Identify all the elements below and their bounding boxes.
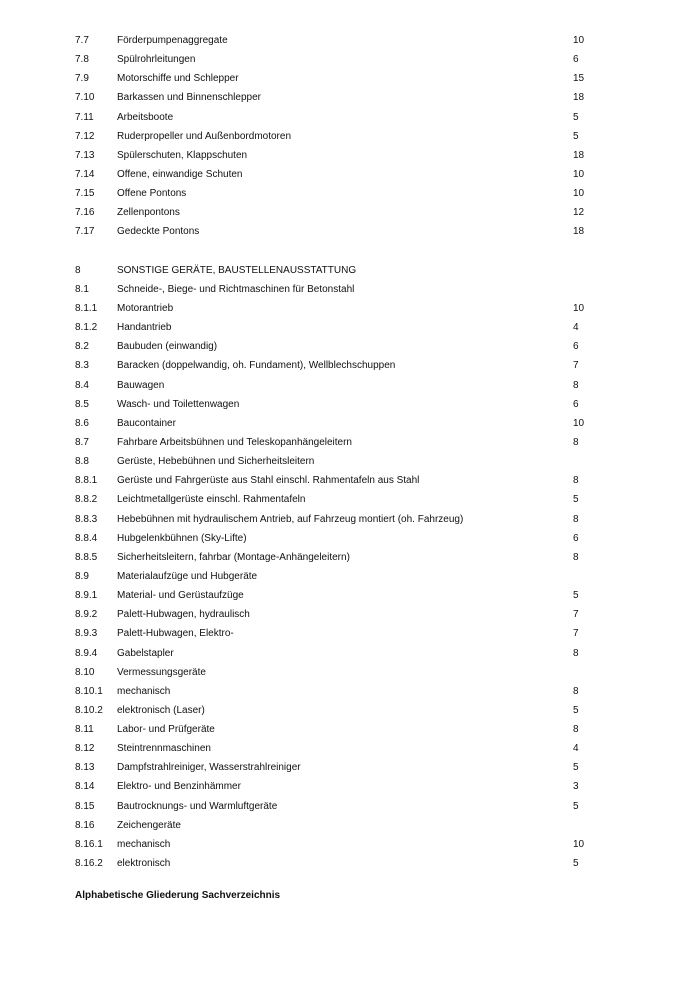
- item-value: 10: [573, 168, 585, 180]
- item-value: 7: [573, 628, 579, 640]
- list-item: [75, 816, 595, 835]
- list-item: [75, 184, 595, 203]
- item-number: 8.8.4: [75, 532, 98, 544]
- item-label: Baubuden (einwandig): [117, 341, 218, 353]
- item-number: 8.13: [75, 762, 95, 774]
- item-value: 5: [573, 590, 579, 602]
- list-item: [75, 356, 595, 375]
- item-value: 6: [573, 341, 579, 353]
- item-label: mechanisch: [117, 838, 171, 850]
- item-value: 7: [573, 360, 579, 372]
- item-value: 4: [573, 743, 579, 755]
- list-item: [75, 854, 595, 873]
- list-item: [75, 433, 595, 452]
- list-item: [75, 127, 595, 146]
- list-item: [75, 567, 595, 586]
- item-value: 15: [573, 73, 585, 85]
- item-label: Motorantrieb: [117, 302, 174, 314]
- item-label: Palett-Hubwagen, Elektro-: [117, 628, 234, 640]
- list-item: [75, 835, 595, 854]
- item-value: 10: [573, 188, 585, 200]
- list-item: [75, 165, 595, 184]
- list-item: [75, 146, 595, 165]
- item-number: 8.4: [75, 379, 89, 391]
- item-number: 7.10: [75, 92, 95, 104]
- item-number: 8.9.1: [75, 590, 98, 602]
- entry-list: [75, 31, 595, 873]
- item-number: 8.16: [75, 819, 95, 831]
- item-value: 5: [573, 111, 579, 123]
- list-item: [75, 777, 595, 796]
- list-item: [75, 108, 595, 127]
- item-value: 5: [573, 800, 579, 812]
- item-number: 8: [75, 264, 81, 276]
- item-label: Gedeckte Pontons: [117, 226, 200, 238]
- list-item: [75, 701, 595, 720]
- item-number: 7.11: [75, 111, 94, 123]
- item-label: Dampfstrahlreiniger, Wasserstrahlreiniger: [117, 762, 301, 774]
- list-item: [75, 797, 595, 816]
- item-value: 12: [573, 207, 585, 219]
- item-number: 8.8.1: [75, 475, 98, 487]
- list-item: [75, 644, 595, 663]
- item-label: Spülerschuten, Klappschuten: [117, 149, 248, 161]
- item-value: 10: [573, 35, 585, 46]
- item-label: Bautrocknungs- und Warmluftgeräte: [117, 800, 278, 812]
- item-number: 8.9.3: [75, 628, 98, 640]
- item-value: 5: [573, 858, 579, 870]
- list-item: [75, 261, 595, 280]
- item-value: 5: [573, 494, 579, 506]
- item-label: Spülrohrleitungen: [117, 54, 196, 66]
- item-label: Baracken (doppelwandig, oh. Fundament), Wellblechschuppen: [117, 360, 396, 372]
- item-value: 5: [573, 704, 579, 716]
- item-label: Ruderpropeller und Außenbordmotoren: [117, 130, 291, 142]
- item-label: Offene, einwandige Schuten: [117, 168, 243, 180]
- list-item: [75, 299, 595, 318]
- item-value: 10: [573, 417, 585, 429]
- list-item: [75, 395, 595, 414]
- list-item: [75, 88, 595, 107]
- item-value: 8: [573, 513, 579, 525]
- list-item: [75, 337, 595, 356]
- item-label: Bauwagen: [117, 379, 165, 391]
- item-number: 7.9: [75, 73, 89, 85]
- item-label: Hebebühnen mit hydraulischem Antrieb, auf Fahrzeug montiert (oh. Fahrzeug): [117, 513, 464, 525]
- item-number: 8.8.5: [75, 551, 98, 563]
- item-number: 8.10.1: [75, 685, 103, 697]
- item-label: elektronisch (Laser): [117, 704, 205, 716]
- list-item: [75, 739, 595, 758]
- item-label: Labor- und Prüfgeräte: [117, 724, 215, 736]
- list-item: [75, 31, 595, 50]
- list-item: [75, 586, 595, 605]
- list-item: [75, 50, 595, 69]
- item-number: 8.3: [75, 360, 89, 372]
- item-value: 8: [573, 724, 579, 736]
- item-label: elektronisch: [117, 858, 171, 870]
- list-item: [75, 605, 595, 624]
- item-number: 8.1: [75, 283, 89, 295]
- item-label: Zellenpontons: [117, 207, 180, 219]
- item-label: Förderpumpenaggregate: [117, 35, 228, 46]
- list-item: [75, 414, 595, 433]
- item-label: Steintrennmaschinen: [117, 743, 211, 755]
- item-label: Palett-Hubwagen, hydraulisch: [117, 609, 250, 621]
- section-heading: Alphabetische Gliederung Sachverzeichnis: [75, 890, 281, 901]
- item-label: Gerüste, Hebebühnen und Sicherheitsleitern: [117, 456, 315, 468]
- item-label: Gerüste und Fahrgerüste aus Stahl einschl. Rahmentafeln aus Stahl: [117, 475, 420, 487]
- item-value: 10: [573, 302, 585, 314]
- item-number: 7.8: [75, 54, 89, 66]
- item-number: 8.9: [75, 570, 89, 582]
- list-item: [75, 376, 595, 395]
- item-value: 6: [573, 532, 579, 544]
- item-label: Handantrieb: [117, 322, 172, 334]
- item-label: Sicherheitsleitern, fahrbar (Montage-Anhängeleitern): [117, 551, 350, 563]
- item-number: 8.1.2: [75, 322, 98, 334]
- item-number: 8.14: [75, 781, 95, 793]
- item-number: 7.15: [75, 188, 95, 200]
- item-number: 8.8.2: [75, 494, 98, 506]
- item-label: Wasch- und Toilettenwagen: [117, 398, 240, 410]
- item-value: 18: [573, 92, 585, 104]
- list-item: [75, 682, 595, 701]
- list-item: [75, 624, 595, 643]
- item-value: 5: [573, 762, 579, 774]
- item-value: 6: [573, 398, 579, 410]
- item-value: 7: [573, 609, 579, 621]
- list-item: [75, 471, 595, 490]
- item-value: 8: [573, 551, 579, 563]
- item-number: 8.5: [75, 398, 89, 410]
- item-label: Motorschiffe und Schlepper: [117, 73, 239, 85]
- list-item: [75, 510, 595, 529]
- list-item: [75, 720, 595, 739]
- item-number: 8.16.2: [75, 858, 103, 870]
- item-label: Elektro- und Benzinhämmer: [117, 781, 241, 793]
- list-item: [75, 529, 595, 548]
- item-label: Baucontainer: [117, 417, 176, 429]
- item-value: 6: [573, 54, 579, 66]
- item-label: Vermessungsgeräte: [117, 666, 206, 678]
- item-label: SONSTIGE GERÄTE, BAUSTELLENAUSSTATTUNG: [117, 264, 357, 276]
- item-label: Schneide-, Biege- und Richtmaschinen für Betonstahl: [117, 283, 355, 295]
- item-label: Materialaufzüge und Hubgeräte: [117, 570, 258, 582]
- item-value: 8: [573, 475, 579, 487]
- item-number: 8.10: [75, 666, 95, 678]
- item-number: 8.8.3: [75, 513, 98, 525]
- item-value: 10: [573, 838, 585, 850]
- item-label: Zeichengeräte: [117, 819, 181, 831]
- item-number: 7.12: [75, 130, 95, 142]
- list-item: [75, 222, 595, 241]
- item-label: Arbeitsboote: [117, 111, 174, 123]
- item-label: mechanisch: [117, 685, 171, 697]
- item-value: 4: [573, 322, 579, 334]
- item-number: 7.14: [75, 168, 95, 180]
- item-label: Fahrbare Arbeitsbühnen und Teleskopanhängeleitern: [117, 436, 352, 448]
- item-number: 8.15: [75, 800, 95, 812]
- item-number: 7.16: [75, 207, 95, 219]
- item-number: 8.11: [75, 724, 94, 736]
- list-item: [75, 69, 595, 88]
- item-label: Leichtmetallgerüste einschl. Rahmentafeln: [117, 494, 306, 506]
- list-item: [75, 758, 595, 777]
- list-item: [75, 548, 595, 567]
- item-label: Hubgelenkbühnen (Sky-Lifte): [117, 532, 247, 544]
- item-number: 8.10.2: [75, 704, 103, 716]
- list-item: [75, 490, 595, 509]
- item-number: 8.2: [75, 341, 89, 353]
- item-number: 7.7: [75, 35, 89, 46]
- item-value: 8: [573, 647, 579, 659]
- list-item: [75, 318, 595, 337]
- item-number: 8.12: [75, 743, 95, 755]
- item-value: 8: [573, 685, 579, 697]
- item-number: 8.7: [75, 436, 89, 448]
- item-number: 8.6: [75, 417, 89, 429]
- item-value: 8: [573, 436, 579, 448]
- list-item: [75, 452, 595, 471]
- item-value: 18: [573, 226, 585, 238]
- item-number: 8.9.4: [75, 647, 98, 659]
- item-number: 8.1.1: [75, 302, 98, 314]
- item-number: 7.17: [75, 226, 95, 238]
- spacer-row: [75, 242, 595, 261]
- item-label: Offene Pontons: [117, 188, 187, 200]
- item-label: Gabelstapler: [117, 647, 174, 659]
- item-value: 5: [573, 130, 579, 142]
- item-label: Material- und Gerüstaufzüge: [117, 590, 244, 602]
- item-number: 8.8: [75, 456, 89, 468]
- list-item: [75, 663, 595, 682]
- item-value: 8: [573, 379, 579, 391]
- list-item: [75, 280, 595, 299]
- item-label: Barkassen und Binnenschlepper: [117, 92, 261, 104]
- item-value: 3: [573, 781, 579, 793]
- item-value: 18: [573, 149, 585, 161]
- item-number: 8.9.2: [75, 609, 98, 621]
- item-number: 7.13: [75, 149, 95, 161]
- list-item: [75, 203, 595, 222]
- item-number: 8.16.1: [75, 838, 103, 850]
